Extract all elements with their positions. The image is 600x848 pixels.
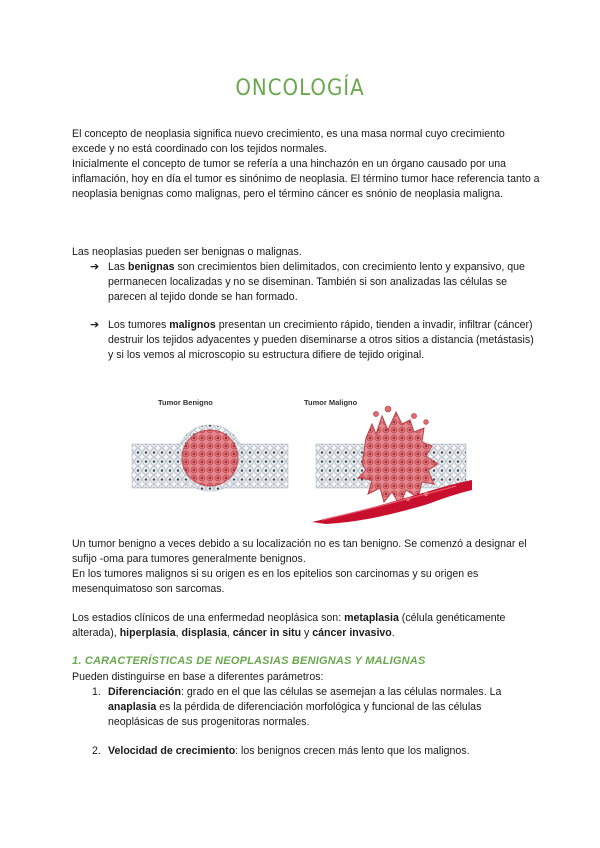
types-lead: Las neoplasias pueden ser benignas o malignas. <box>72 246 302 258</box>
arrow-bullet-icon: ➔ <box>90 261 100 273</box>
tumor-illustration <box>126 394 476 524</box>
intro-paragraph-1: El concepto de neoplasia significa nuevo crecimiento, es una masa normal cuyo crecimiento excede y no está coordinado con los tejidos normales. <box>72 128 505 155</box>
label-tumor-malignant: Tumor Maligno <box>304 398 358 407</box>
page-title: ONCOLOGÍA <box>235 76 365 101</box>
stages-paragraph: Los estadios clínicos de una enfermedad neoplásica son: metaplasia (célula genéticamente alterada), hiperplasia, displasia, cáncer in situ y cáncer invasivo. <box>72 612 506 639</box>
benign-paragraph: Las benignas son crecimientos bien delimitados, con crecimiento lento y expansivo, que permanecen localizadas y no se diseminan. También si son analizadas las células se parecen al tejido donde se han formado. <box>108 261 525 303</box>
intro-paragraph-2: Inicialmente el concepto de tumor se refería a una hinchazón en un órgano causado por una inflamación, hoy en día el tumor es sinónimo de neoplasia. El término tumor hace referencia tanto a neoplasia benignas como malignas, pero el término cáncer es snónio de neoplasia maligna. <box>72 158 540 200</box>
arrow-bullet-icon: ➔ <box>90 319 100 331</box>
label-tumor-benign: Tumor Benigno <box>158 398 213 407</box>
list-number: 2. <box>92 745 101 757</box>
benign-tissue <box>132 425 288 491</box>
list-item-growth-speed: Velocidad de crecimiento: los benignos crecen más lento que los malignos. <box>108 745 470 757</box>
malignant-paragraph: Los tumores malignos presentan un crecimiento rápido, tienden a invadir, infiltrar (cáncer) destruir los tejidos adyacentes y pueden diseminarse a otros sitios a distancia (metástasis) y si los vemos al microscopio su estructura difiere de tejido original. <box>108 319 534 361</box>
origin-paragraph: En los tumores malignos si su origen es en los epitelios son carcinomas y su origen es mesenquimatoso son sarcomas. <box>72 568 479 595</box>
benign-note-paragraph: Un tumor benigno a veces debido a su localización no es tan benigno. Se comenzó a designar el sufijo -oma para tumores generalmente benignos. <box>72 538 527 565</box>
section-heading: 1. CARACTERÍSTICAS DE NEOPLASIAS BENIGNAS Y MALIGNAS <box>72 655 426 667</box>
list-number: 1. <box>92 686 101 698</box>
section-lead: Pueden distinguirse en base a diferentes parámetros: <box>72 671 324 683</box>
list-item-differentiation: Diferenciación: grado en el que las células se asemejan a las células normales. La anaplasia es la pérdida de diferenciación morfológica y funcional de las células neoplásicas de sus progenitoras normales. <box>108 686 502 728</box>
